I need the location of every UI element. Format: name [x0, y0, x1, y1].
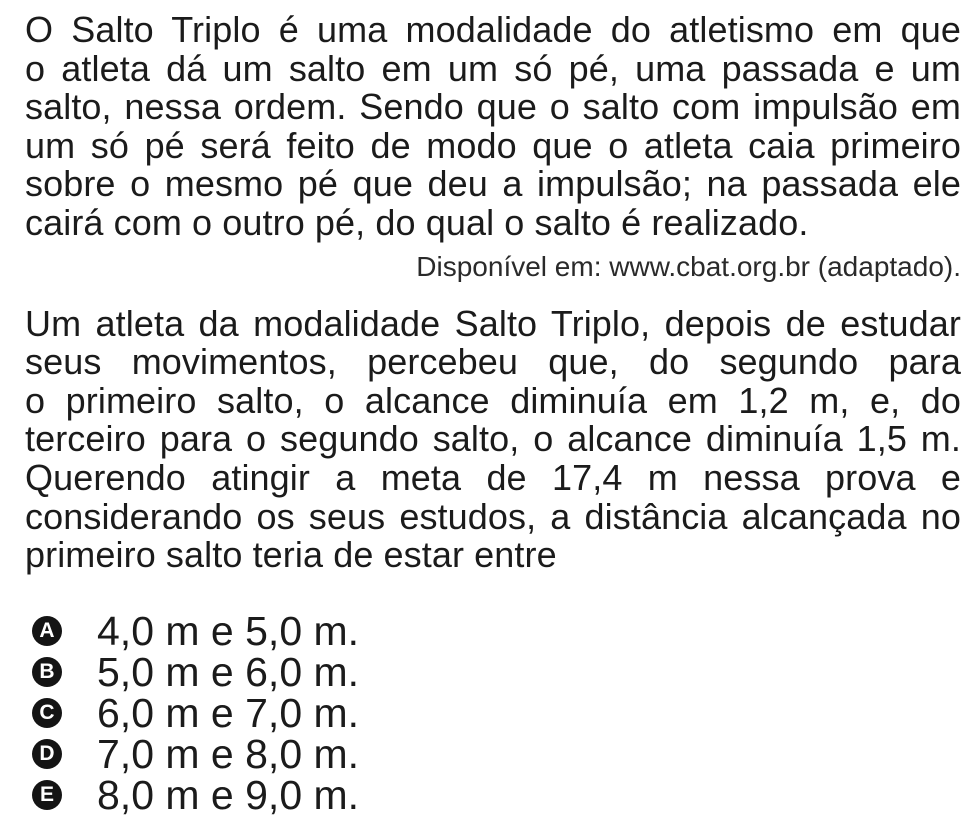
option-d-letter-badge: D	[32, 739, 62, 769]
option-d[interactable]	[25, 730, 961, 777]
option-e-letter-badge: E	[32, 780, 62, 810]
option-c[interactable]	[25, 689, 961, 736]
option-c-text: 6,0 m e 7,0 m.	[97, 689, 360, 736]
intro-line: O Salto Triplo é uma modalidade do atletismo em que	[25, 9, 961, 50]
option-c-letter-badge: C	[32, 698, 62, 728]
statement-line: considerando os seus estudos, a distância alcançada no	[25, 495, 961, 537]
intro-line: cairá com o outro pé, do qual o salto é realizado.	[25, 201, 809, 243]
statement-paragraph	[25, 302, 961, 576]
option-e-text: 8,0 m e 9,0 m.	[97, 771, 360, 818]
statement-line: o primeiro salto, o alcance diminuía em 1,2 m, e, do	[25, 379, 961, 421]
option-a-text: 4,0 m e 5,0 m.	[97, 607, 360, 654]
intro-paragraph	[25, 11, 961, 243]
option-a[interactable]	[25, 607, 961, 654]
statement-line: seus movimentos, percebeu que, do segundo para	[25, 341, 961, 383]
statement-line: terceiro para o segundo salto, o alcance diminuía 1,5 m.	[25, 418, 961, 460]
option-b[interactable]	[25, 648, 961, 695]
option-b-text: 5,0 m e 6,0 m.	[97, 648, 360, 695]
option-e[interactable]	[25, 771, 961, 818]
options-list	[25, 607, 961, 818]
option-a-letter-badge: A	[32, 616, 62, 646]
intro-line: um só pé será feito de modo que o atleta caia primeiro	[25, 124, 961, 166]
intro-line: sobre o mesmo pé que deu a impulsão; na passada ele	[25, 163, 961, 205]
statement-line: primeiro salto teria de estar entre	[25, 534, 557, 576]
intro-line: o atleta dá um salto em um só pé, uma passada e um	[25, 47, 961, 89]
statement-line: Um atleta da modalidade Salto Triplo, depois de estudar	[25, 302, 961, 344]
option-d-text: 7,0 m e 8,0 m.	[97, 730, 360, 777]
intro-line: salto, nessa ordem. Sendo que o salto com impulsão em	[25, 86, 961, 128]
statement-line: Querendo atingir a meta de 17,4 m nessa prova e	[25, 456, 961, 498]
source-attribution: Disponível em: www.cbat.org.br (adaptado).	[416, 250, 961, 282]
option-b-letter-badge: B	[32, 657, 62, 687]
